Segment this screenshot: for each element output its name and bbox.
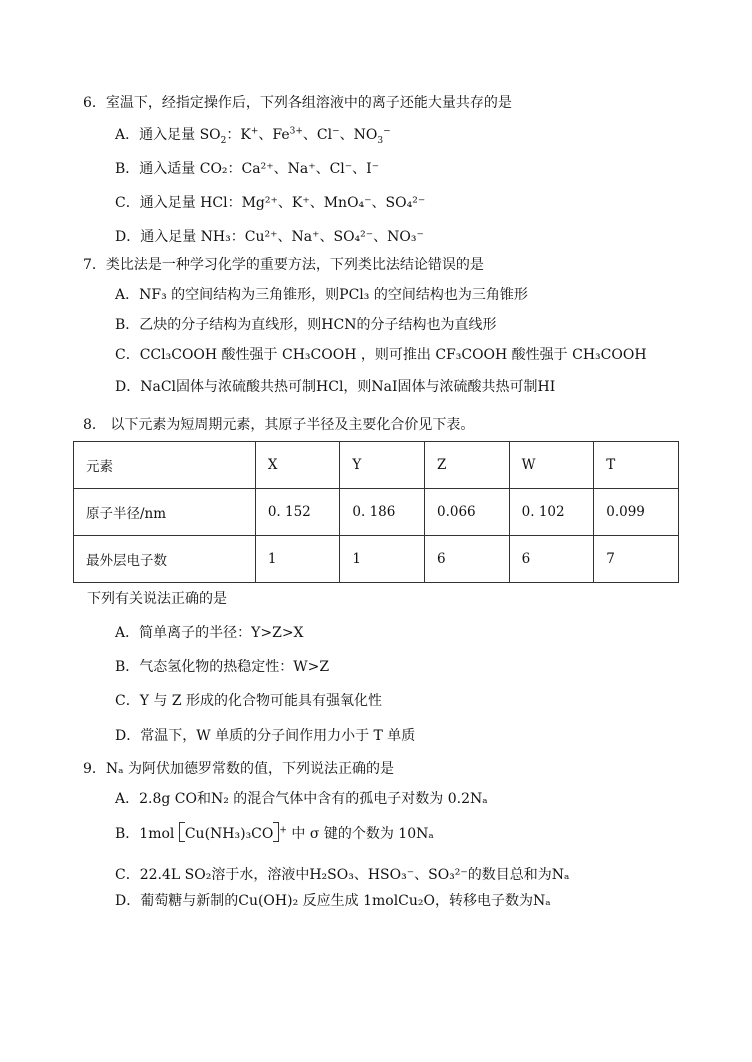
q8-stem: 8． 以下元素为短周期元素，其原子半径及主要化合价见下表。 — [83, 417, 475, 433]
table-cell: 0. 152 — [255, 489, 340, 536]
q7-c-text: CCl₃COOH 酸性强于 CH₃COOH ，则可推出 CF₃COOH 酸性强于 CH₃COOH — [139, 347, 647, 363]
q7-c-label: C． — [115, 347, 140, 363]
table-header-row — [74, 442, 679, 489]
q6-b-text: 通入适量 CO₂：Ca²⁺、Na⁺、Cl⁻、I⁻ — [139, 161, 380, 177]
q6-option-a — [115, 126, 391, 144]
q8-a-label: A． — [115, 625, 140, 641]
q9-c-label: C． — [115, 867, 140, 883]
table-cell: 1 — [340, 536, 425, 583]
table-cell: 6 — [509, 536, 594, 583]
q9-d-label: D． — [115, 893, 141, 909]
q6-option-d — [115, 228, 424, 246]
q6-stem: 6．室温下，经指定操作后，下列各组溶液中的离子还能大量共存的是 — [83, 95, 512, 111]
table-cell: 1 — [255, 536, 340, 583]
q9-b-label: B． — [115, 826, 140, 842]
table-cell: 最外层电子数 — [74, 536, 256, 583]
q6-a-ion: 3 — [377, 135, 384, 146]
q9-d-text: 葡萄糖与新制的Cu(OH)₂ 反应生成 1molCu₂O，转移电子数为Nₐ — [140, 893, 551, 909]
q8-c-label: C． — [115, 693, 140, 709]
q8-d-label: D． — [115, 728, 141, 744]
table-cell: 0. 186 — [340, 489, 425, 536]
q7-option-d — [115, 378, 555, 396]
q7-option-a — [115, 286, 528, 304]
q6-a-rest: ：K — [226, 127, 251, 143]
q8-b-text: 气态氢化物的热稳定性：W>Z — [139, 659, 330, 675]
q8-c-text: Y 与 Z 形成的化合物可能具有强氧化性 — [139, 693, 383, 709]
table-cell: 0. 102 — [509, 489, 594, 536]
q7-b-text: 乙炔的分子结构为直线形，则HCN的分子结构也为直线形 — [139, 317, 497, 333]
complex-charge: + — [279, 825, 287, 836]
q6-a-ion: + — [250, 126, 259, 137]
q8-a-text: 简单离子的半径：Y>Z>X — [139, 625, 304, 641]
q9-option-a — [115, 790, 488, 808]
q8-option-b — [115, 658, 329, 676]
element-table — [73, 441, 679, 583]
q9-c-text: 22.4L SO₂溶于水，溶液中H₂SO₃、HSO₃⁻、SO₃²⁻的数目总和为Nₐ — [139, 867, 570, 883]
q8-d-text: 常温下，W 单质的分子间作用力小于 T 单质 — [140, 728, 416, 744]
table-cell: 原子半径/nm — [74, 489, 256, 536]
q6-a-ion: 、Fe — [258, 127, 290, 143]
q6-b-label: B． — [115, 161, 140, 177]
table-cell: 0.066 — [424, 489, 509, 536]
q6-c-text: 通入足量 HCl：Mg²⁺、K⁺、MnO₄⁻、SO₄²⁻ — [139, 195, 426, 211]
q7-a-text: NF₃ 的空间结构为三角锥形，则PCl₃ 的空间结构也为三角锥形 — [139, 287, 528, 303]
q7-stem: 7．类比法是一种学习化学的重要方法，下列类比法结论错误的是 — [83, 257, 484, 273]
q6-c-label: C． — [115, 195, 140, 211]
q8-option-a — [115, 624, 304, 642]
table-header-cell: 元素 — [74, 442, 256, 489]
q8-after-table: 下列有关说法正确的是 — [87, 591, 227, 607]
q9-a-text: 2.8g CO和N₂ 的混合气体中含有的孤电子对数为 0.2Nₐ — [139, 791, 488, 807]
q9-option-b — [115, 822, 434, 843]
q8-option-c — [115, 692, 382, 710]
q6-a-ion: 、Cl — [302, 127, 333, 143]
q6-option-b — [115, 160, 379, 178]
q6-a-ion: − — [332, 126, 340, 137]
table-header-cell: Z — [424, 442, 509, 489]
q6-a-sub: 2 — [220, 135, 227, 146]
q6-d-label: D． — [115, 229, 141, 245]
q9-b-post: 中 σ 键的个数为 10Nₐ — [291, 826, 434, 842]
table-cell: 0.099 — [594, 489, 679, 536]
q6-a-ion: 3+ — [289, 126, 303, 137]
table-row — [74, 489, 679, 536]
q9-a-label: A． — [115, 791, 140, 807]
q6-option-c — [115, 194, 425, 212]
q6-a-ion: 、NO — [339, 127, 378, 143]
table-header-cell: X — [255, 442, 340, 489]
q6-d-text: 通入足量 NH₃：Cu²⁺、Na⁺、SO₄²⁻、NO₃⁻ — [140, 229, 424, 245]
q9-option-d — [115, 892, 551, 910]
q7-d-text: NaCl固体与浓硫酸共热可制HCl，则NaI固体与浓硫酸共热可制HI — [140, 379, 556, 395]
q9-b-pre: 1mol — [139, 826, 175, 842]
q7-a-label: A． — [115, 287, 140, 303]
q8-option-d — [115, 727, 415, 745]
table-header-cell: T — [594, 442, 679, 489]
table-cell: 7 — [594, 536, 679, 583]
q7-b-label: B． — [115, 317, 140, 333]
complex-formula: Cu(NH₃)₃CO — [184, 826, 274, 842]
q6-a-ion: − — [383, 126, 391, 137]
q7-option-c — [115, 346, 647, 364]
q6-a-label: A． — [115, 127, 140, 143]
q6-a-pre: 通入足量 SO — [139, 127, 221, 143]
table-row — [74, 536, 679, 583]
q7-option-b — [115, 316, 496, 334]
q9-stem: 9．Nₐ 为阿伏加德罗常数的值，下列说法正确的是 — [83, 761, 395, 777]
table-header-cell: Y — [340, 442, 425, 489]
q9-option-c — [115, 866, 569, 884]
q7-d-label: D． — [115, 379, 141, 395]
table-cell: 6 — [424, 536, 509, 583]
table-header-cell: W — [509, 442, 594, 489]
q8-b-label: B． — [115, 659, 140, 675]
